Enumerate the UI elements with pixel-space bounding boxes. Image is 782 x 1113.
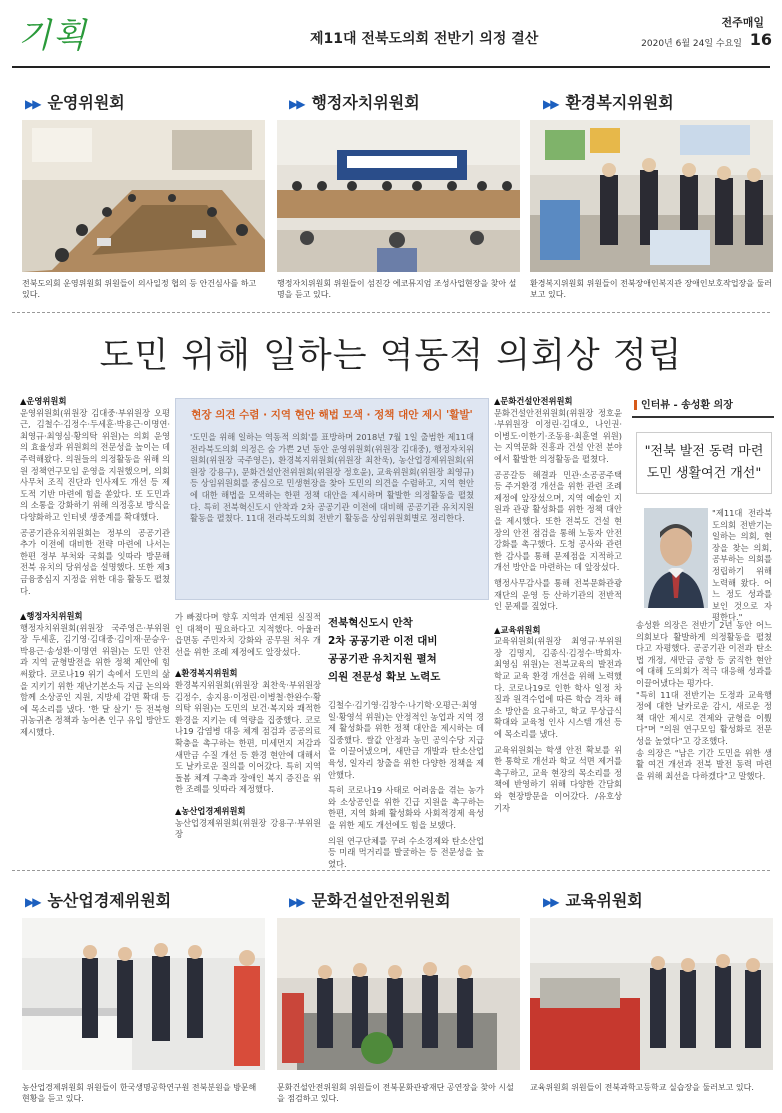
arrow-icon: ▶▶ <box>289 895 304 909</box>
photo-education-visit <box>530 918 773 1070</box>
photo-agri-visit <box>22 918 265 1070</box>
subheading-line: 공공기관 유치지원 펼쳐 <box>328 653 437 665</box>
photo-caption: 농산업경제위원회 위원들이 한국생명공학연구원 전북분원을 방문해 현황을 듣고 있다. <box>22 1083 257 1103</box>
paragraph: 송성환 의장은 전반기 2년 동안 어느 의회보다 활발하게 의정활동을 펼쳤다고 자평했다. 공공기관 이전과 탄소법 개정, 새만금 공항 등 굵직한 현안에 대해 도의회가 적극 대응해 성과를 이끌어냈다는 평가다. <box>636 620 772 688</box>
accent-bar <box>634 400 637 410</box>
page-number: 16 <box>749 30 772 49</box>
summary-box <box>175 398 489 600</box>
paragraph: 농산업경제위원회(위원장 강용구·부위원장 <box>175 817 321 840</box>
page-header-title: 제11대 전북도의회 전반기 의정 결산 <box>310 31 539 47</box>
paragraph: 교육위원회는 학생 안전 확보를 위한 통학로 개선과 학교 석면 제거를 촉구하고, 교육 현장의 목소리를 정책에 반영하기 위해 다양한 간담회와 현장방문을 이어갔다. /유호상 기자 <box>494 744 622 813</box>
paragraph: 교육위원회(위원장 최영규·부위원장 김명지, 김종식·김정수·박희자·최영심 위원)는 전북교육의 발전과 학교 교육 환경 개선을 위해 노력했다. 코로나19로 인한 학사 일정 차질과 원격수업에 따른 학습 격차 해소 방안을 요구하고, 학교 무상급식 확대와 교육청 인사 시스템 개선 등에 목소리를 냈다. <box>494 636 622 740</box>
newspaper-name: 전주매일 <box>721 16 764 29</box>
photo-welfare-visit <box>530 120 773 272</box>
photo-caption: 교육위원회 위원들이 전북과학고등학교 실습장을 둘러보고 있다. <box>530 1083 754 1092</box>
interview-quote: "전북 발전 동력 마련 도민 생활여건 개선" <box>636 432 772 494</box>
photo-operations-meeting <box>22 120 265 272</box>
summary-box-title: 현장 의견 수렴 · 지역 현안 해법 모색 · 정책 대안 제시 '활발' <box>191 409 473 421</box>
paragraph: 행정사무감사를 통해 전북문화관광재단의 운영 등 산하기관의 전반적인 문제를 짚었다. <box>494 577 622 612</box>
section-label-education: ▶▶ 교육위원회 <box>543 891 643 910</box>
photo-admin-hall <box>277 120 520 272</box>
paragraph: 특히 코로나19 사태로 어려움을 겪는 농가와 소상공인을 위한 긴급 지원을 촉구하는 한편, 지역 화폐 활성화와 사회적경제 육성을 위한 제도 개선에도 힘을 보탰다. <box>328 785 484 830</box>
interview-rule <box>632 416 774 418</box>
photo-culture-visit <box>277 918 520 1070</box>
paragraph: 행정자치위원회(위원장 국주영은·부위원장 두세훈, 김기영·김대중·김이재·문승우·박용근·송성환·이명연 위원)는 도민 안전과 지역 균형발전을 위한 정책 제안에 힘써왔다. 코로나19 위기 속에서 도민의 삶을 지키기 위한 재난기본소득 지급 논의와 함께 소상공인 지원, 지방세 감면 확대 등에 목소리를 냈다. '한 달 살기' 등 전북형 귀농귀촌 정책과 농어촌 인구 유입 방안도 제시했다. <box>20 622 170 738</box>
article-column-2 <box>175 612 321 841</box>
summary-box-text: '도민을 위해 일하는 역동적 의회'를 표방하며 2018년 7월 1일 출범한 제11대 전라북도의회 의정은 숨 가쁜 2년 동안 운영위원회(위원장 김대중), 행정자치위원회(위원장 국주영은), 환경복지위원회(위원장 최찬욱), 농산업경제위원회(위원장 강용구), 문화건설안전위원회(위원장 정호윤), 교육위원회(위원장 최영규) 등 상임위원회를 중심으로 민생현장을 찾아 도민의 의견을 수렴하고, 지역 현안에 대한 해법을 모색하는 한편 정책 대안을 제시하며 활발한 의정활동을 펼쳤다. 특히 전북혁신도시 안착과 2차 공공기관 이전에 대비해 공공기관 유치지원 활동을 펼쳤다. 11대 전라북도의회 전반기 활동을 상임위원회별로 정리한다. <box>190 432 474 524</box>
subheading-line: 2차 공공기관 이전 대비 <box>328 635 438 647</box>
paragraph: 송 의장은 "남은 기간 도민을 위한 생활 여건 개선과 전북 발전 동력 마련을 위해 최선을 다하겠다"고 말했다. <box>636 747 772 781</box>
arrow-icon: ▶▶ <box>25 97 40 111</box>
arrow-icon: ▶▶ <box>25 895 40 909</box>
interview-label: 인터뷰 - 송성환 의장 <box>634 396 733 411</box>
divider <box>12 870 770 871</box>
arrow-icon: ▶▶ <box>543 895 558 909</box>
subhead-operations: ▲운영위원회 <box>20 396 67 406</box>
section-label-culture: ▶▶ 문화건설안전위원회 <box>289 891 451 910</box>
paragraph: 김철수·김기영·김창수·나기학·오평근·최영일·황영석 위원)는 안정적인 농업과 지역 경제 활성화를 위한 정책 대안을 제시하는 데 집중했다. 쌀값 안정과 농민 공익수당 지급을 이끌어냈으며, 새만금 개발과 탄소산업 육성, 일자리 창출을 위한 다양한 정책을 제안했다. <box>328 700 484 780</box>
subhead-welfare: ▲환경복지위원회 <box>175 668 238 679</box>
interview-text-narrow: "제11대 전라북도의회 전반기는 일하는 의회, 현장을 찾는 의회, 공부하는 의회를 정립하기 위해 노력해 왔다. 어느 정도 성과를 보인 것으로 자평한다." <box>712 508 772 623</box>
section-logo: 기획 <box>18 16 88 56</box>
section-label-operations: ▶▶ 운영위원회 <box>25 93 125 112</box>
paragraph: "특히 11대 전반기는 도정과 교육행정에 대한 날카로운 감시, 새로운 정책 대안 제시로 견제와 균형을 이뤘다"며 "의원 연구모임 활성화로 전문성을 높였다"고 강조했다. <box>636 689 772 746</box>
section-label-admin: ▶▶ 행정자치위원회 <box>289 93 420 112</box>
paragraph: 환경복지위원회(위원장 최찬욱·부위원장 김정수, 송지용·이정린·이병철·한완수·황의탁 위원)는 도민의 보건·복지와 쾌적한 환경을 지키는 데 역량을 집중했다. 코로나19 감염병 대응 체계 점검과 공공의료 확충을 촉구하는 한편, 미세먼지 저감과 새만금 수질 개선 등 환경 현안에 대해서도 날카로운 질의를 이어갔다. 특히 지역 돌봄 체계 구축과 장애인 복지 증진을 위한 조례를 잇따라 제정했다. <box>175 679 321 795</box>
header-rule <box>12 66 770 68</box>
photo-caption: 환경복지위원회 위원들이 전북장애인복지관 장애인보호작업장을 둘러보고 있다. <box>530 279 773 299</box>
portrait-photo <box>644 508 708 608</box>
photo-caption: 전북도의회 운영위원회 위원들이 의사일정 협의 등 안건심사를 하고 있다. <box>22 279 257 299</box>
arrow-icon: ▶▶ <box>543 97 558 111</box>
article-column-3 <box>328 700 484 870</box>
paragraph: 공공갈등 해결과 민관·소공공주택 등 주거환경 개선을 위한 관련 조례 제정에 앞장섰으며, 지역 예술인 지원과 관광 활성화를 위한 정책 대안을 제시했다. 또한 전북도 건설 현장의 안전 점검을 통해 노동자 안전 강화를 촉구했다. 도청 공사와 관련한 감사를 통해 문제점을 지적하고 개선 방안을 마련하는 데 앞장섰다. <box>494 469 622 573</box>
issue-date: 2020년 6월 24일 수요일 <box>641 39 742 49</box>
subheading-line: 전북혁신도시 안착 <box>328 617 413 629</box>
article-column-1 <box>20 396 170 739</box>
subhead-admin: ▲행정자치위원회 <box>20 611 83 622</box>
subheading-line: 의원 전문성 확보 노력도 <box>328 671 441 683</box>
divider <box>12 312 770 313</box>
paragraph: 가 빠졌다며 향후 지역과 연계된 실질적인 대책이 필요하다고 지적했다. 아울러 읍면동 주민자치 강화와 공무원 처우 개선을 위한 조례 제정에도 앞장섰다. <box>175 612 321 657</box>
photo-caption: 행정자치위원회 위원들이 섬진강 에코뮤지엄 조성사업현장을 찾아 설명을 듣고 있다. <box>277 279 517 299</box>
paragraph: 의원 연구단체를 꾸려 수소경제와 탄소산업 등 미래 먹거리를 발굴하는 등 전문성을 높였다. <box>328 835 484 869</box>
article-column-4 <box>494 396 622 814</box>
interview-text <box>636 620 772 782</box>
subhead-education: ▲교육위원회 <box>494 624 541 635</box>
subheading-block <box>328 614 484 686</box>
arrow-icon: ▶▶ <box>289 97 304 111</box>
section-label-agri: ▶▶ 농산업경제위원회 <box>25 891 172 910</box>
paragraph: 운영위원회(위원장 김대중·부위원장 오평근, 김철수·김정수·두세훈·박용근·이명연·최영규·최영심·황의탁 위원)는 의회 운영의 효율성과 위원회의 전문성을 높이는 데 주력해왔다. 의원들의 의정활동을 위해 의원 정책연구모임 운영을 지원했으며, 의회사무처 조직 진단과 인사제도 개선 등 제도적 기반 마련에 힘을 쏟았다. 또 도민과의 소통을 강화하기 위해 의정홍보 방식을 다양화하고 인터넷 생중계를 확대했다. <box>20 407 170 522</box>
headline: 도민 위해 일하는 역동적 의회상 정립 <box>99 336 683 376</box>
paragraph: 공공기관유치위원회는 정부의 공공기관 추가 이전에 대비한 전략 마련에 나서는 한편 정부 부처와 국회를 잇따라 방문해 전북 유치의 당위성을 설명했다. 또한 제3금융중심지 지정을 위한 대응 활동도 펼쳤다. <box>20 527 170 596</box>
paragraph: 문화건설안전위원회(위원장 정호윤·부위원장 이정린·김대오, 나인권·이병도·이한기·조동용·최훈열 위원)는 지역문화 진흥과 건설 안전 분야에서 활발한 의정활동을 펼쳤다. <box>494 407 622 464</box>
subhead-agri: ▲농산업경제위원회 <box>175 805 246 816</box>
subhead-culture: ▲문화건설안전위원회 <box>494 396 573 406</box>
photo-caption: 문화건설안전위원회 위원들이 전북문화관광재단 공연장을 찾아 시설을 점검하고 있다. <box>277 1083 514 1103</box>
section-label-welfare: ▶▶ 환경복지위원회 <box>543 93 674 112</box>
